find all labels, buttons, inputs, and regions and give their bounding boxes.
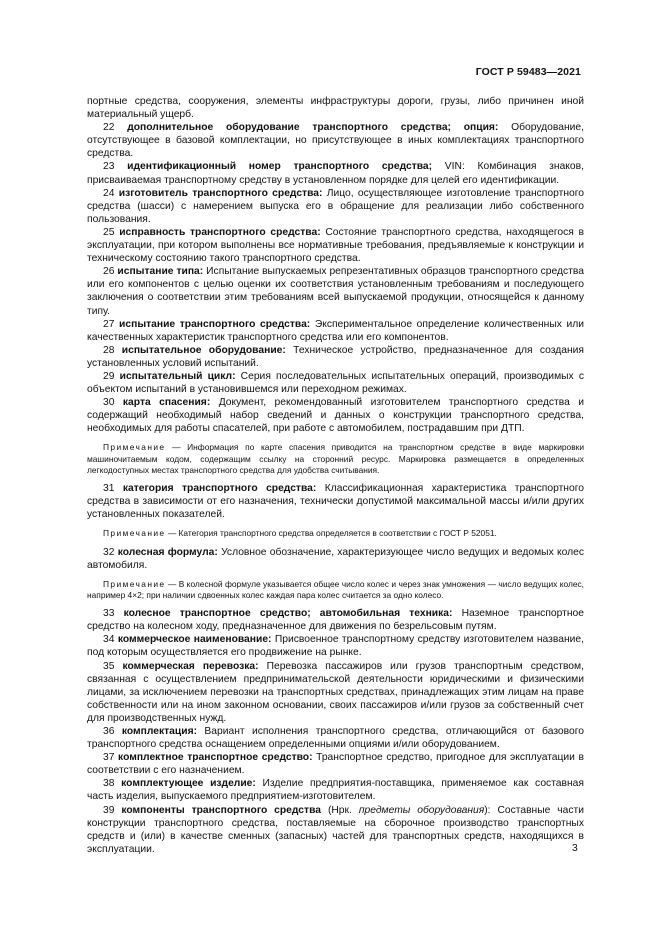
entry-term: испытательное оборудование: <box>121 344 286 356</box>
page-number: 3 <box>572 843 578 854</box>
entry-term: категория транспортного средства: <box>122 483 317 495</box>
entry-term: комплектация: <box>121 725 198 737</box>
entry-term: исправность транспортного средства: <box>119 226 321 238</box>
entry-35: 35 коммерческая перевозка: Перевозка пассажиров или грузов транспортным средством, связанная с осуществлением предпринимательской деятельности юридическими и физическими лицами, за исключением перевозки на транспортных средствах, принадлежащих этим лицам на праве собственности или на ином законном основании, своих пассажиров и/или грузов за собственный счет для производственных нужд. <box>87 660 584 724</box>
entry-term: коммерческое наименование: <box>117 634 272 646</box>
entry-term: коммерческая перевозка: <box>122 660 259 672</box>
entry-36: 36 комплектация: Вариант исполнения транспортного средства, отличающийся от базового транспортного средства оснащением определенными опциями и/или оборудованием. <box>87 725 584 751</box>
entry-34: 34 коммерческое наименование: Присвоенное транспортному средству изготовителем название, под которым осуществляется его продвижение на рынке. <box>87 634 584 659</box>
entry-23: 23 идентификационный номер транспортного средства; VIN: Комбинация знаков, присваиваемая транспортному средству в установленном порядке для целей его идентификации. <box>87 161 584 186</box>
note-category: Примечание — Категория транспортного средства определяется в соответствии с ГОСТ Р 52051. <box>103 528 497 539</box>
document-header: ГОСТ Р 59483—2021 <box>475 66 581 78</box>
entry-38: 38 комплектующее изделие: Изделие предприятия-поставщика, применяемое как составная часть изделия, выпускаемого предприятием-изготовителем. <box>87 778 584 803</box>
entry-28: 28 испытательное оборудование: Техническое устройство, предназначенное для создания установленных условий испытаний. <box>87 344 585 369</box>
document-body <box>87 95 584 856</box>
entry-26: 26 испытание типа: Испытание выпускаемых репрезентативных образцов транспортного средства или его компонентов с целью оценки их соответствия установленным требованиям и последующего заключения о соответствии этим требованиям всей выпускаемой продукции, относящейся к данному типу. <box>87 266 584 317</box>
entry-term: компоненты транспортного средства <box>121 804 322 816</box>
entries-group-1 <box>87 121 584 435</box>
entry-29: 29 испытательный цикл: Серия последовательных испытательных операций, производимых с объектом испытаний в установившемся или переходном режимах. <box>87 370 584 396</box>
entry-term: колесное транспортное средство; автомобильная техника: <box>123 608 453 620</box>
entry-22: 22 дополнительное оборудование транспортного средства; опция: Оборудование, отсутствующее в базовой комплектации, но присутствующее в иных комплектациях транспортного средства. <box>87 122 584 160</box>
entry-term: испытание типа: <box>117 266 204 278</box>
entry-term: испытательный цикл: <box>119 370 236 382</box>
entry-24: 24 изготовитель транспортного средства: Лицо, осуществляющее изготовление транспортного средства (шасси) с намерением выпуска его в обращение для реализации либо собственного пользования. <box>87 187 584 225</box>
entry-term: идентификационный номер транспортного средства; <box>127 161 433 173</box>
entry-term: дополнительное оборудование транспортного средства; опция: <box>127 122 499 134</box>
entry-39: 39 компоненты транспортного средства (Нрк. предметы оборудования): Составные части конструкции транспортного средства, поставляемые на сборочное производство транспортных средств и (или) в качестве сменных (запасных) частей для транспортных средств, находящихся в эксплуатации. <box>87 804 584 855</box>
continued-paragraph: портные средства, сооружения, элементы инфраструктуры дороги, грузы, либо причинен иной материальный ущерб. <box>87 96 584 121</box>
entry-term: комплектующее изделие: <box>121 778 256 790</box>
entry-term: колесная формула: <box>117 546 218 558</box>
entry-37: 37 комплектное транспортное средство: Транспортное средство, пригодное для эксплуатации в соответствии с его назначением. <box>87 752 584 777</box>
entry-term: карта спасения: <box>122 397 211 409</box>
note-wheel-formula: Примечание — В колесной формуле указывается общее число колес и через знак умножения — число ведущих колес, например 4×2; при наличии сдвоенных колес каждая пара колес считается за одно колесо. <box>87 578 585 600</box>
entry-31: 31 категория транспортного средства: Классификационная характеристика транспортного средства в зависимости от его назначения, технически допустимой максимальной массы и/или других установленных показателей. <box>87 483 584 521</box>
entries-group-2 <box>87 607 584 803</box>
entry-term: комплектное транспортное средство: <box>118 752 313 764</box>
entry-33: 33 колесное транспортное средство; автомобильная техника: Наземное транспортное средство на колесном ходу, предназначенное для движения по безрельсовым путям. <box>87 608 584 633</box>
entry-term: изготовитель транспортного средства: <box>118 187 323 199</box>
entry-27: 27 испытание транспортного средства: Экспериментальное определение количественных или качественных характеристик транспортного средства или его компонентов. <box>87 318 584 343</box>
note-rescue-card: Примечание — Информация по карте спасения приводится на транспортном средстве в виде маркировки машиночитаемым кодом, содержащим ссылку на сторонний ресурс. Маркировка размещается в определенных легкодоступных местах транспортного средства для удобства считывания. <box>87 442 584 475</box>
entry-30: 30 карта спасения: Документ, рекомендованный изготовителем транспортного средства и содержащий необходимый набор сведений и данных о конструкции транспортного средства, необходимых для работы спасателей, при работе с автомобилем, пострадавшим при ДТП. <box>87 397 584 435</box>
entry-25: 25 исправность транспортного средства: Состояние транспортного средства, находящегося в эксплуатации, при котором выполнены все нормативные требования, предъявляемые к конструкции и техническому состоянию такого транспортного средства. <box>87 226 584 265</box>
entry-term: испытание транспортного средства: <box>119 318 311 330</box>
entry-32: 32 колесная формула: Условное обозначение, характеризующее число ведущих и ведомых колес автомобиля. <box>87 546 584 571</box>
